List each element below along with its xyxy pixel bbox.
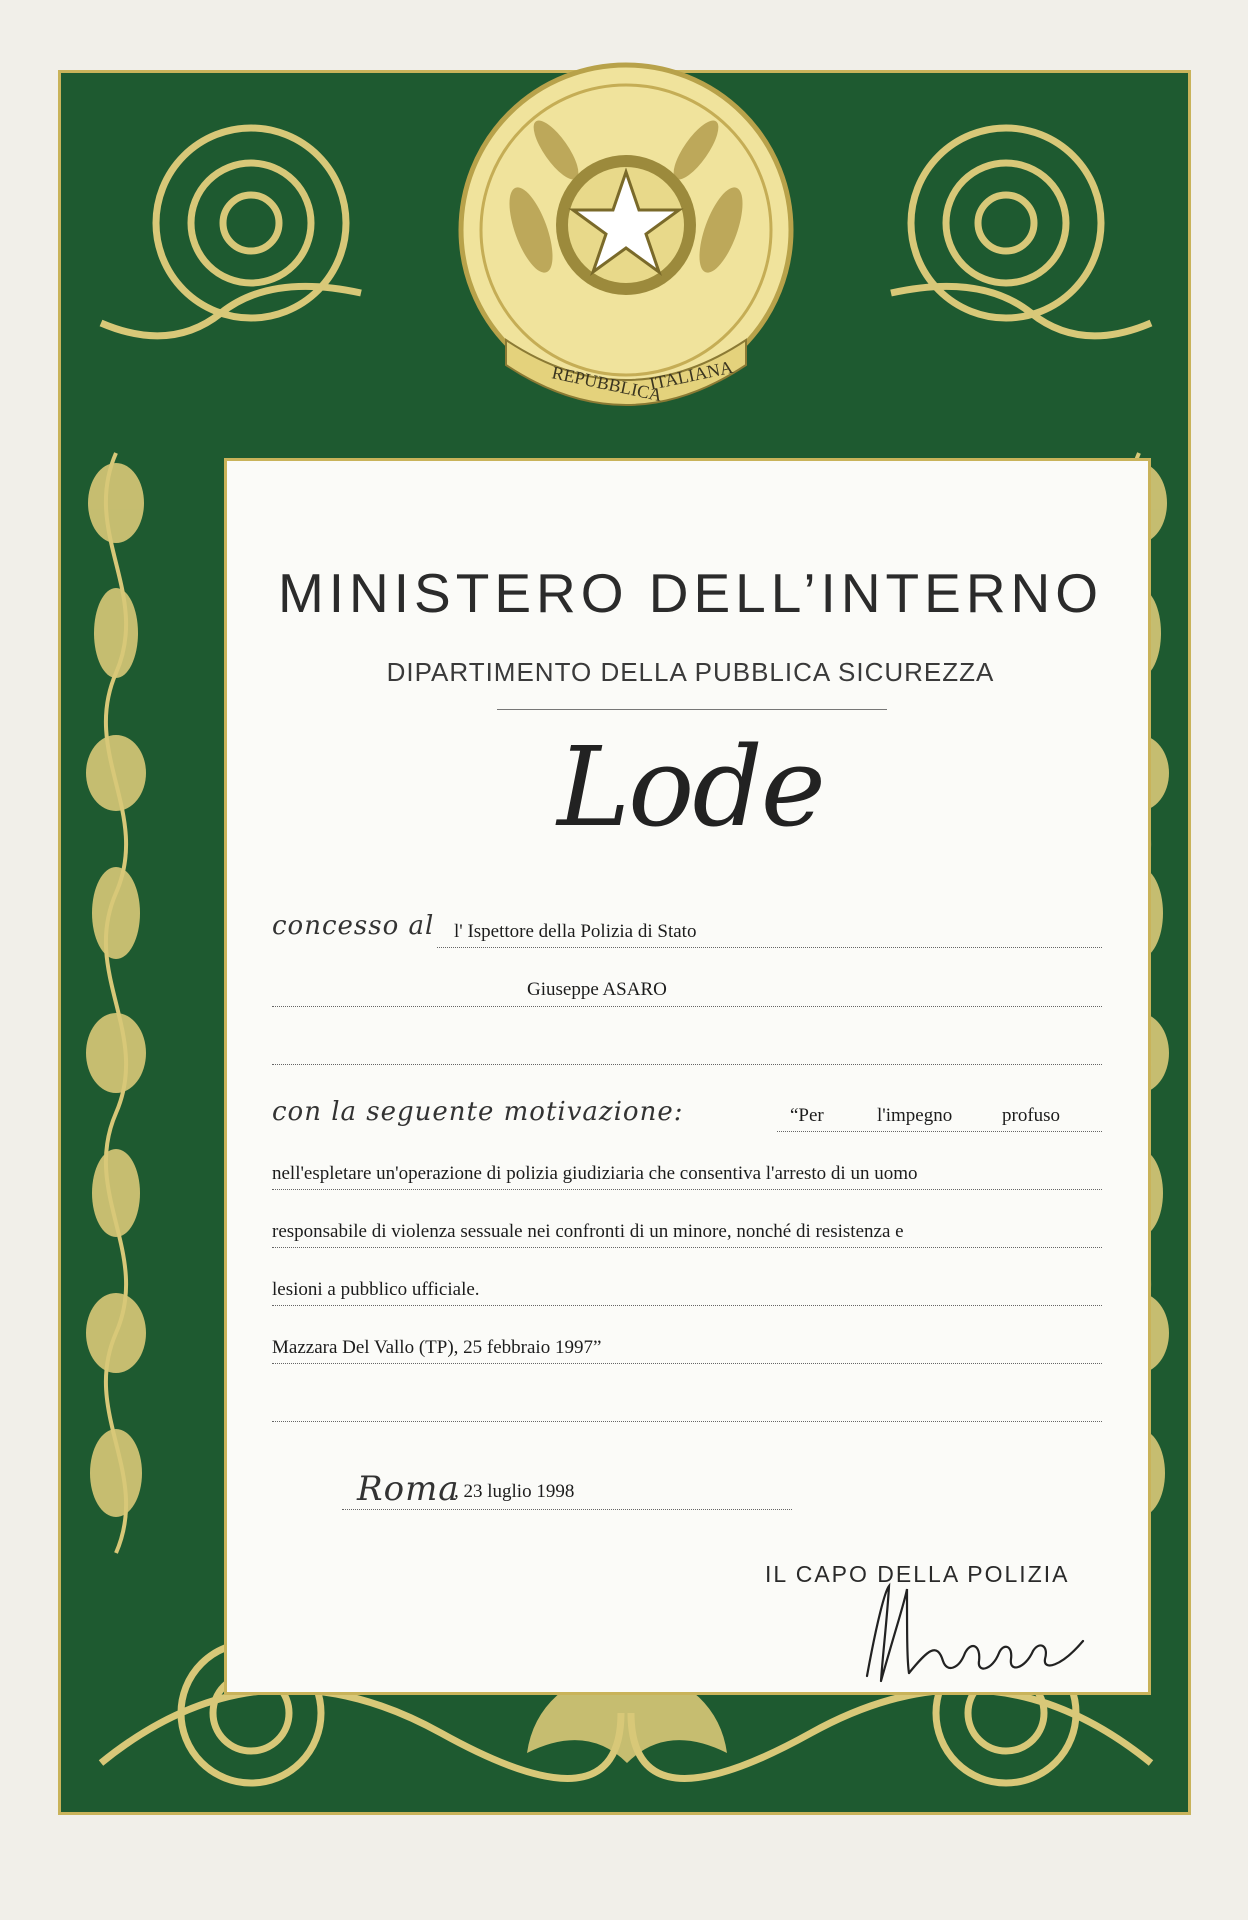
dotted-line [342,1509,792,1510]
dotted-line [272,1006,1102,1007]
dotted-line [272,1064,1102,1065]
recipient-rank: l' Ispettore della Polizia di Stato [454,921,697,942]
certificate-panel [224,458,1151,1695]
dotted-line [777,1131,1102,1132]
dotted-line [272,1247,1102,1248]
dotted-line [272,1305,1102,1306]
award-title: Lode [557,723,824,851]
recipient-name: Giuseppe ASARO [527,979,667,1000]
recipient-prefix: concesso al [272,911,435,941]
emblem-motto-right: ITALIANA [647,356,735,394]
dotted-line [437,947,1102,948]
motivation-line-2: nell'espletare un'operazione di polizia giudiziaria che consentiva l'arresto di un uomo [272,1163,918,1184]
signatory-title: IL CAPO DELLA POLIZIA [765,1561,1070,1587]
motivation-prefix: con la seguente motivazione: [272,1097,684,1127]
ministry-title: MINISTERO DELL’INTERNO [277,562,1104,624]
emblem-motto-left: REPUBBLICA [550,362,664,406]
dotted-line [272,1363,1102,1364]
issue-date: , 23 luglio 1998 [454,1481,575,1502]
title-divider [497,709,887,710]
republic-emblem [446,40,806,440]
place-name: Roma [357,1469,460,1509]
motivation-word-2: l'impegno [877,1105,953,1126]
motivation-line-3: responsabile di violenza sessuale nei confronti di un minore, nonché di resistenza e [272,1221,904,1242]
handwritten-signature [847,1581,1087,1691]
motivation-word-1: “Per [790,1105,824,1126]
motivation-word-3: profuso [1002,1105,1061,1126]
dotted-line [272,1189,1102,1190]
department-subtitle: DIPARTIMENTO DELLA PUBBLICA SICUREZZA [386,657,995,687]
motivation-line-4: lesioni a pubblico ufficiale. [272,1279,480,1300]
motivation-line-5: Mazzara Del Vallo (TP), 25 febbraio 1997” [272,1337,602,1358]
dotted-line [272,1421,1102,1422]
